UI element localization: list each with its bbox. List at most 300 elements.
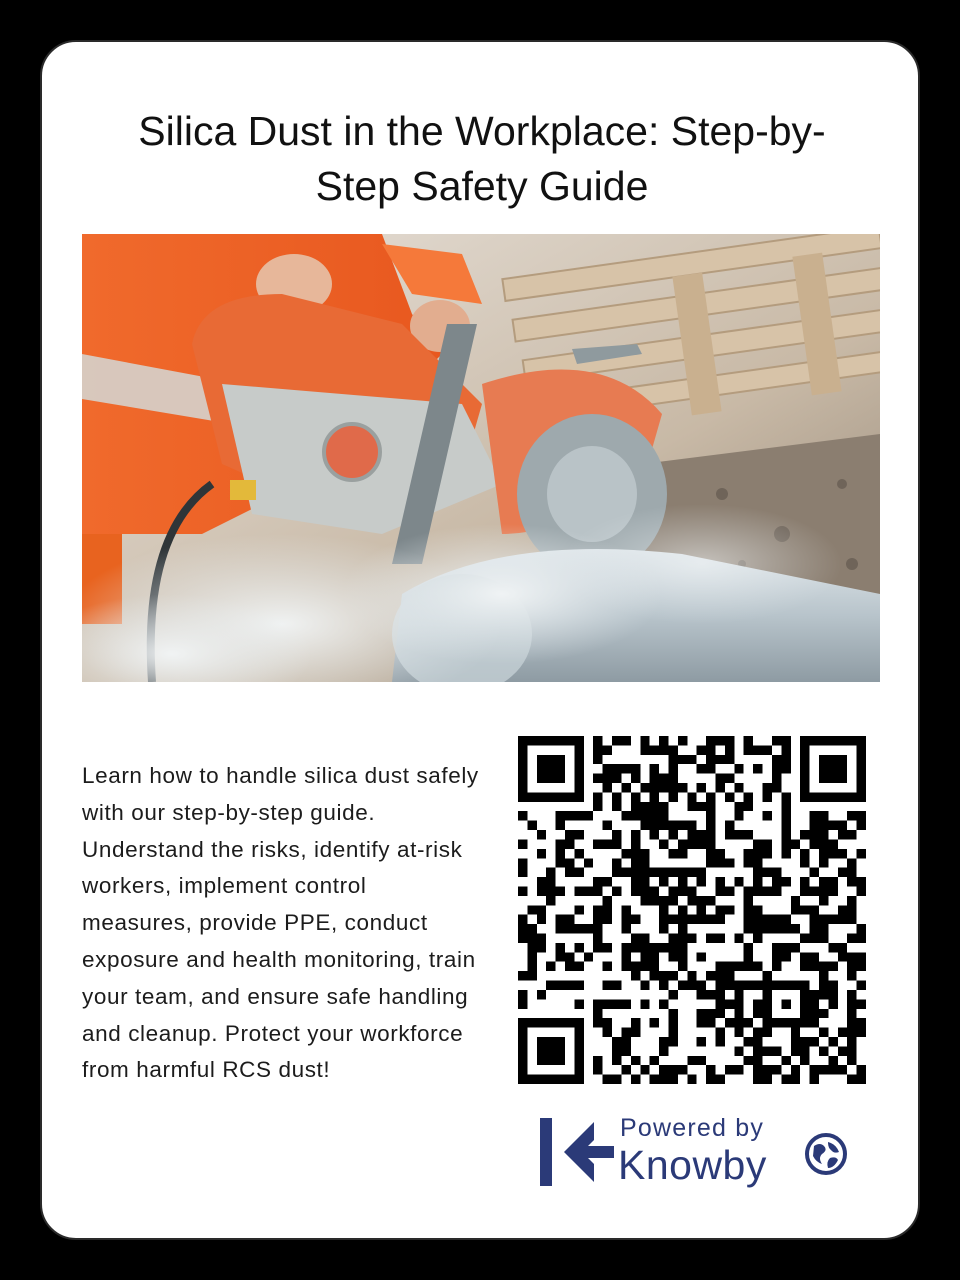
qr-module <box>753 999 762 1008</box>
qr-module <box>650 952 659 961</box>
qr-module <box>537 886 546 895</box>
qr-module <box>556 821 565 830</box>
qr-module <box>603 1028 612 1037</box>
qr-module <box>640 858 649 867</box>
qr-module <box>744 943 753 952</box>
qr-module <box>574 783 583 792</box>
qr-module <box>565 736 574 745</box>
qr-module <box>697 1009 706 1018</box>
qr-module <box>565 981 574 990</box>
qr-module <box>734 802 743 811</box>
qr-module <box>725 792 734 801</box>
qr-module <box>716 934 725 943</box>
qr-module <box>857 962 866 971</box>
qr-module <box>716 783 725 792</box>
qr-module <box>612 858 621 867</box>
qr-module <box>650 1075 659 1084</box>
qr-module <box>706 811 715 820</box>
qr-module <box>810 886 819 895</box>
qr-module <box>847 868 856 877</box>
qr-module <box>800 736 809 745</box>
qr-module <box>527 1075 536 1084</box>
qr-module <box>687 886 696 895</box>
qr-module <box>631 934 640 943</box>
qr-module <box>603 943 612 952</box>
qr-module <box>546 868 555 877</box>
page-title: Silica Dust in the Workplace: Step-by-Step Safety Guide <box>138 108 826 209</box>
qr-module <box>546 896 555 905</box>
qr-module <box>593 839 602 848</box>
qr-module <box>753 905 762 914</box>
qr-module <box>678 783 687 792</box>
qr-module <box>631 858 640 867</box>
qr-module <box>556 755 565 764</box>
qr-module <box>556 952 565 961</box>
qr-module <box>838 821 847 830</box>
knowby-k-logo-icon <box>538 1116 614 1188</box>
qr-module <box>847 1028 856 1037</box>
qr-module <box>772 952 781 961</box>
qr-module <box>565 811 574 820</box>
qr-module <box>668 915 677 924</box>
qr-module <box>640 886 649 895</box>
qr-module <box>593 943 602 952</box>
qr-module <box>772 943 781 952</box>
qr-module <box>631 886 640 895</box>
qr-module <box>781 952 790 961</box>
qr-module <box>706 858 715 867</box>
qr-module <box>725 774 734 783</box>
qr-module <box>744 1037 753 1046</box>
qr-module <box>716 915 725 924</box>
qr-module <box>847 952 856 961</box>
qr-module <box>706 896 715 905</box>
qr-module <box>847 1018 856 1027</box>
qr-module <box>734 1009 743 1018</box>
qr-module <box>612 1037 621 1046</box>
qr-module <box>772 962 781 971</box>
qr-module <box>772 755 781 764</box>
qr-module <box>678 877 687 886</box>
qr-module <box>819 924 828 933</box>
qr-module <box>838 849 847 858</box>
qr-module <box>734 783 743 792</box>
qr-module <box>584 811 593 820</box>
qr-module <box>659 1046 668 1055</box>
qr-module <box>810 811 819 820</box>
qr-module <box>819 858 828 867</box>
qr-module <box>612 868 621 877</box>
qr-module <box>697 830 706 839</box>
qr-module <box>593 745 602 754</box>
qr-module <box>791 924 800 933</box>
qr-module <box>697 1018 706 1027</box>
qr-module <box>847 1075 856 1084</box>
qr-module <box>734 877 743 886</box>
qr-module <box>546 877 555 886</box>
guide-description: Learn how to handle silica dust safely with our step-by-step guide. Understand the risks, identify at-risk workers, implement control measures, provide PPE, conduct exposure and health monitoring, train your team, and ensure safe handling and cleanup. Protect your workforce from harmful RCS dust! <box>82 763 479 1083</box>
qr-module <box>716 849 725 858</box>
qr-module <box>574 811 583 820</box>
qr-module <box>753 1056 762 1065</box>
qr-module <box>697 877 706 886</box>
qr-module <box>810 915 819 924</box>
qr-module <box>537 934 546 943</box>
qr-module <box>631 877 640 886</box>
qr-module <box>687 1056 696 1065</box>
qr-module <box>697 952 706 961</box>
qr-module <box>678 849 687 858</box>
qr-module <box>621 999 630 1008</box>
qr-module <box>518 868 527 877</box>
qr-module <box>603 839 612 848</box>
qr-module <box>744 849 753 858</box>
qr-module <box>640 811 649 820</box>
qr-module <box>800 886 809 895</box>
qr-module <box>734 1046 743 1055</box>
qr-module <box>753 915 762 924</box>
qr-module <box>565 858 574 867</box>
qr-module <box>574 1028 583 1037</box>
qr-module <box>706 1018 715 1027</box>
qr-code[interactable] <box>518 736 866 1084</box>
qr-module <box>716 981 725 990</box>
qr-module <box>734 999 743 1008</box>
qr-module <box>753 886 762 895</box>
qr-module <box>800 783 809 792</box>
qr-module <box>857 755 866 764</box>
qr-module <box>800 830 809 839</box>
qr-module <box>772 915 781 924</box>
qr-module <box>678 934 687 943</box>
qr-module <box>725 981 734 990</box>
qr-module <box>753 924 762 933</box>
qr-module <box>659 736 668 745</box>
qr-module <box>800 764 809 773</box>
qr-module <box>678 755 687 764</box>
powered-by-knowby[interactable] <box>538 1112 838 1194</box>
qr-module <box>687 755 696 764</box>
qr-module <box>781 1075 790 1084</box>
qr-module <box>668 952 677 961</box>
qr-module <box>659 981 668 990</box>
qr-module <box>565 830 574 839</box>
qr-module <box>593 934 602 943</box>
qr-module <box>612 792 621 801</box>
qr-module <box>828 981 837 990</box>
qr-module <box>621 783 630 792</box>
qr-module <box>810 962 819 971</box>
qr-module <box>819 896 828 905</box>
qr-module <box>546 1018 555 1027</box>
qr-module <box>781 830 790 839</box>
qr-module <box>791 1065 800 1074</box>
qr-module <box>556 736 565 745</box>
qr-module <box>857 774 866 783</box>
qr-module <box>518 1037 527 1046</box>
qr-module <box>828 915 837 924</box>
qr-module <box>772 774 781 783</box>
qr-module <box>744 905 753 914</box>
qr-module <box>716 886 725 895</box>
qr-module <box>753 1075 762 1084</box>
qr-module <box>518 1028 527 1037</box>
qr-module <box>603 905 612 914</box>
qr-module <box>828 1056 837 1065</box>
qr-module <box>687 934 696 943</box>
qr-module <box>574 886 583 895</box>
qr-module <box>668 868 677 877</box>
qr-module <box>659 868 668 877</box>
qr-module <box>781 792 790 801</box>
qr-module <box>631 971 640 980</box>
qr-module <box>763 886 772 895</box>
qr-module <box>819 934 828 943</box>
qr-module <box>744 952 753 961</box>
qr-module <box>612 1046 621 1055</box>
qr-module <box>734 764 743 773</box>
qr-module <box>857 1018 866 1027</box>
qr-module <box>706 764 715 773</box>
qr-module <box>857 1028 866 1037</box>
qr-module <box>537 774 546 783</box>
qr-module <box>574 943 583 952</box>
qr-module <box>537 792 546 801</box>
qr-module <box>659 915 668 924</box>
qr-module <box>659 839 668 848</box>
qr-module <box>603 877 612 886</box>
qr-module <box>650 821 659 830</box>
qr-module <box>725 999 734 1008</box>
qr-module <box>621 924 630 933</box>
qr-module <box>574 755 583 764</box>
qr-module <box>847 858 856 867</box>
qr-module <box>612 1056 621 1065</box>
qr-module <box>574 924 583 933</box>
qr-module <box>537 877 546 886</box>
qr-module <box>716 858 725 867</box>
qr-module <box>725 1065 734 1074</box>
qr-module <box>556 792 565 801</box>
qr-module <box>763 868 772 877</box>
qr-module <box>556 981 565 990</box>
qr-module <box>828 886 837 895</box>
qr-module <box>819 849 828 858</box>
qr-module <box>781 764 790 773</box>
qr-module <box>687 792 696 801</box>
qr-module <box>668 755 677 764</box>
qr-module <box>725 962 734 971</box>
qr-module <box>781 849 790 858</box>
qr-module <box>518 1056 527 1065</box>
qr-module <box>857 792 866 801</box>
qr-module <box>734 981 743 990</box>
globe-icon[interactable] <box>804 1132 848 1176</box>
qr-module <box>518 1075 527 1084</box>
qr-module <box>556 915 565 924</box>
qr-module <box>744 830 753 839</box>
qr-module <box>659 745 668 754</box>
qr-module <box>518 811 527 820</box>
qr-module <box>621 1037 630 1046</box>
qr-module <box>659 924 668 933</box>
qr-module <box>763 915 772 924</box>
qr-module <box>734 1018 743 1027</box>
qr-module <box>828 990 837 999</box>
qr-module <box>640 1065 649 1074</box>
qr-module <box>593 924 602 933</box>
qr-module <box>763 1018 772 1027</box>
qr-module <box>584 952 593 961</box>
qr-module <box>781 1018 790 1027</box>
qr-module <box>556 886 565 895</box>
qr-module <box>518 886 527 895</box>
qr-module <box>744 981 753 990</box>
qr-module <box>678 915 687 924</box>
qr-module <box>706 745 715 754</box>
qr-module <box>725 858 734 867</box>
qr-module <box>716 1028 725 1037</box>
qr-module <box>725 745 734 754</box>
qr-module <box>518 792 527 801</box>
qr-module <box>857 849 866 858</box>
qr-module <box>847 896 856 905</box>
qr-module <box>678 886 687 895</box>
qr-module <box>857 877 866 886</box>
qr-module <box>828 1037 837 1046</box>
qr-module <box>725 886 734 895</box>
qr-module <box>800 990 809 999</box>
qr-module <box>819 886 828 895</box>
qr-module <box>678 821 687 830</box>
qr-module <box>800 745 809 754</box>
qr-module <box>744 736 753 745</box>
qr-module <box>763 745 772 754</box>
qr-module <box>631 943 640 952</box>
qr-module <box>763 783 772 792</box>
qr-module <box>668 1037 677 1046</box>
qr-module <box>706 934 715 943</box>
qr-module <box>621 811 630 820</box>
qr-module <box>791 1018 800 1027</box>
qr-module <box>546 1056 555 1065</box>
qr-module <box>518 774 527 783</box>
qr-module <box>781 745 790 754</box>
qr-module <box>518 934 527 943</box>
qr-module <box>518 915 527 924</box>
qr-module <box>725 905 734 914</box>
qr-module <box>518 783 527 792</box>
qr-module <box>800 1056 809 1065</box>
qr-module <box>668 792 677 801</box>
qr-module <box>546 764 555 773</box>
qr-module <box>847 1009 856 1018</box>
qr-module <box>565 1018 574 1027</box>
qr-module <box>565 868 574 877</box>
qr-module <box>659 1065 668 1074</box>
qr-module <box>810 905 819 914</box>
qr-module <box>716 905 725 914</box>
qr-module <box>800 1037 809 1046</box>
qr-module <box>781 981 790 990</box>
qr-module <box>800 774 809 783</box>
qr-module <box>687 896 696 905</box>
qr-module <box>537 830 546 839</box>
qr-module <box>838 905 847 914</box>
qr-module <box>668 849 677 858</box>
qr-module <box>838 764 847 773</box>
qr-module <box>697 868 706 877</box>
qr-module <box>706 1075 715 1084</box>
qr-module <box>706 1065 715 1074</box>
qr-module <box>537 990 546 999</box>
qr-module <box>612 1075 621 1084</box>
qr-module <box>819 830 828 839</box>
qr-module <box>828 877 837 886</box>
qr-module <box>800 1046 809 1055</box>
qr-module <box>574 905 583 914</box>
qr-module <box>819 839 828 848</box>
qr-module <box>621 952 630 961</box>
qr-module <box>781 1056 790 1065</box>
qr-module <box>857 934 866 943</box>
qr-module <box>697 1056 706 1065</box>
qr-module <box>546 1075 555 1084</box>
qr-module <box>574 1046 583 1055</box>
qr-module <box>716 774 725 783</box>
qr-module <box>574 745 583 754</box>
qr-module <box>697 764 706 773</box>
qr-module <box>838 755 847 764</box>
qr-module <box>556 1075 565 1084</box>
guide-card <box>40 40 920 1240</box>
qr-module <box>857 1065 866 1074</box>
qr-module <box>640 943 649 952</box>
qr-module <box>828 962 837 971</box>
qr-module <box>565 924 574 933</box>
qr-module <box>753 981 762 990</box>
qr-module <box>668 934 677 943</box>
qr-module <box>518 924 527 933</box>
qr-module <box>537 1056 546 1065</box>
qr-module <box>574 1018 583 1027</box>
qr-module <box>819 981 828 990</box>
qr-module <box>527 905 536 914</box>
qr-module <box>631 764 640 773</box>
qr-module <box>772 736 781 745</box>
qr-module <box>574 774 583 783</box>
qr-module <box>678 839 687 848</box>
qr-module <box>800 1018 809 1027</box>
qr-module <box>706 990 715 999</box>
qr-module <box>640 896 649 905</box>
qr-module <box>838 943 847 952</box>
qr-module <box>678 924 687 933</box>
qr-module <box>593 905 602 914</box>
qr-module <box>537 849 546 858</box>
qr-module <box>810 839 819 848</box>
qr-module <box>593 915 602 924</box>
qr-module <box>631 811 640 820</box>
qr-module <box>828 774 837 783</box>
qr-module <box>546 736 555 745</box>
qr-module <box>556 858 565 867</box>
qr-module <box>621 868 630 877</box>
qr-module <box>716 999 725 1008</box>
qr-module <box>593 1009 602 1018</box>
qr-module <box>847 1037 856 1046</box>
qr-module <box>772 764 781 773</box>
